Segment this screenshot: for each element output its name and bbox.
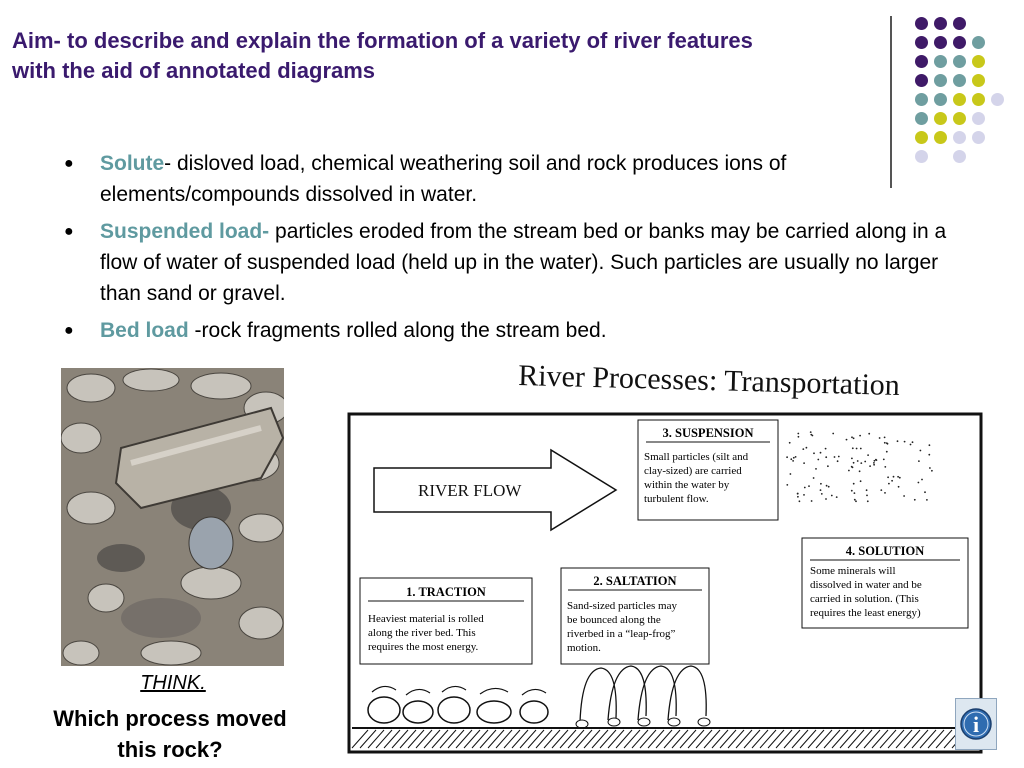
slide-title: Aim- to describe and explain the formation of a variety of river features with the aid of annotated diagrams xyxy=(12,28,753,83)
suspended-particle xyxy=(826,485,828,487)
transportation-diagram xyxy=(346,350,986,755)
decorative-dot xyxy=(953,131,966,144)
suspended-particle xyxy=(887,476,889,478)
bullet-marker: ● xyxy=(64,322,74,339)
suspended-particle xyxy=(806,447,808,449)
decorative-dot xyxy=(934,112,947,125)
decorative-dot xyxy=(915,74,928,87)
suspended-particle xyxy=(929,467,931,469)
decorative-dot xyxy=(915,131,928,144)
suspended-particle xyxy=(873,464,875,466)
suspended-particle xyxy=(910,444,912,446)
suspended-particle xyxy=(837,460,839,462)
suspended-particle xyxy=(811,500,813,502)
box-suspension xyxy=(638,420,778,520)
diagram-heading: River Processes: Transportation xyxy=(517,359,901,402)
question-text: Which process moved this rock? xyxy=(53,706,287,762)
box-saltation-line: be bounced along the xyxy=(567,614,661,626)
suspended-particle xyxy=(893,476,895,478)
suspended-particle xyxy=(851,466,853,468)
suspended-particle xyxy=(851,490,853,492)
suspended-particle xyxy=(884,442,886,444)
suspended-particle xyxy=(867,454,869,456)
box-solution-line: requires the least energy) xyxy=(810,607,921,619)
suspended-particle xyxy=(853,437,855,439)
suspended-particle xyxy=(867,500,869,502)
box-suspension-line: Small particles (silt and xyxy=(644,451,749,463)
suspended-particle xyxy=(859,470,861,472)
rock-photo xyxy=(61,368,284,666)
suspended-particle xyxy=(860,480,862,482)
suspended-particle xyxy=(834,456,836,458)
suspended-particle xyxy=(790,473,792,475)
suspended-particle xyxy=(886,451,888,453)
suspended-particle xyxy=(918,482,920,484)
suspended-particle xyxy=(914,499,916,501)
suspended-particle xyxy=(903,495,905,497)
decorative-dot xyxy=(934,55,947,68)
suspended-particle xyxy=(820,489,822,491)
suspended-particle xyxy=(931,470,933,472)
box-saltation xyxy=(561,568,709,664)
bullet-solute xyxy=(62,148,962,210)
decorative-dot xyxy=(972,55,985,68)
suspended-particle xyxy=(869,465,871,467)
suspended-particle xyxy=(797,493,799,495)
suspended-particle xyxy=(825,448,827,450)
desc-solute: - disloved load, chemical weathering soil and rock produces ions of elements/compounds dissolved in water. xyxy=(100,152,787,206)
suspended-particle xyxy=(855,500,857,502)
bullet-bed-load xyxy=(62,315,962,346)
suspended-particle xyxy=(898,486,900,488)
decorative-dot xyxy=(934,36,947,49)
decorative-dot xyxy=(934,131,947,144)
decorative-dot xyxy=(934,74,947,87)
suspended-particle xyxy=(887,443,889,445)
suspended-particle xyxy=(797,433,799,435)
term-suspended-load: Suspended load- xyxy=(100,220,270,243)
info-glyph: i xyxy=(972,712,980,737)
suspended-particle xyxy=(832,433,834,435)
desc-bed-load: -rock fragments rolled along the stream bed. xyxy=(188,319,607,342)
box-saltation-title: 2. SALTATION xyxy=(593,574,677,588)
box-solution-line: dissolved in water and be xyxy=(810,579,922,591)
suspended-particle xyxy=(838,456,840,458)
suspended-particle xyxy=(860,448,862,450)
suspended-particle xyxy=(813,477,815,479)
decorative-dot xyxy=(972,112,985,125)
decorative-dot xyxy=(953,112,966,125)
suspended-particle xyxy=(926,499,928,501)
suspended-particle xyxy=(854,499,856,501)
suspended-particle xyxy=(815,468,817,470)
suspended-particle xyxy=(804,487,806,489)
suspended-particle xyxy=(857,460,859,462)
suspended-particle xyxy=(846,439,848,441)
suspended-particle xyxy=(859,435,861,437)
decorative-dot xyxy=(915,112,928,125)
suspended-particle xyxy=(799,500,801,502)
suspended-particle xyxy=(868,433,870,435)
bullet-marker: ● xyxy=(64,155,74,172)
suspended-particle xyxy=(789,442,791,444)
box-saltation-line: riverbed in a “leap-frog” xyxy=(567,628,676,640)
box-solution-line: carried in solution. (This xyxy=(810,593,919,605)
box-suspension-title: 3. SUSPENSION xyxy=(662,426,754,440)
suspended-particle xyxy=(810,434,812,436)
box-traction xyxy=(360,578,532,664)
suspended-particle xyxy=(802,448,804,450)
suspended-particle xyxy=(884,492,886,494)
suspended-particle xyxy=(851,458,853,460)
decorative-dot xyxy=(934,93,947,106)
suspended-particle xyxy=(929,444,931,446)
term-solute: Solute xyxy=(100,152,165,175)
box-suspension-line: clay-sized) are carried xyxy=(644,465,742,477)
suspended-particle xyxy=(853,483,855,485)
suspended-particle xyxy=(860,462,862,464)
suspended-particle xyxy=(921,479,923,481)
decorative-dot-grid xyxy=(905,16,1015,166)
suspended-particle xyxy=(827,465,829,467)
decorative-dot xyxy=(915,93,928,106)
decorative-dot xyxy=(953,93,966,106)
suspended-particle xyxy=(920,450,922,452)
suspended-particle xyxy=(793,457,795,459)
decorative-dot xyxy=(972,36,985,49)
suspended-particle xyxy=(899,477,901,479)
decorative-dot xyxy=(991,93,1004,106)
suspended-particle xyxy=(897,440,899,442)
bullet-marker: ● xyxy=(64,223,74,240)
suspended-particle xyxy=(803,462,805,464)
suspended-particle xyxy=(848,470,850,472)
suspended-particle xyxy=(928,454,930,456)
suspended-particle xyxy=(831,495,833,497)
term-bed-load: Bed load xyxy=(100,319,189,342)
decorative-dot xyxy=(915,55,928,68)
box-saltation-line: motion. xyxy=(567,642,601,654)
decorative-dot xyxy=(953,17,966,30)
info-icon xyxy=(956,699,996,749)
suspended-particle xyxy=(864,461,866,463)
decorative-dot xyxy=(934,17,947,30)
suspended-particle xyxy=(924,491,926,493)
box-suspension-line: within the water by xyxy=(644,479,730,491)
box-traction-line: requires the most energy. xyxy=(368,641,479,653)
suspended-particle xyxy=(828,486,830,488)
suspended-particle xyxy=(790,458,792,460)
suspended-particle xyxy=(795,456,797,458)
think-label: THINK. xyxy=(140,672,206,694)
suspended-particle xyxy=(884,437,886,439)
suspended-particle xyxy=(866,489,868,491)
suspended-particle xyxy=(918,460,920,462)
suspended-particle xyxy=(803,494,805,496)
suspended-particle xyxy=(880,489,882,491)
suspended-particle xyxy=(820,452,822,454)
box-traction-line: Heaviest material is rolled xyxy=(368,613,484,625)
suspended-particle xyxy=(879,437,881,439)
decorative-dot xyxy=(972,131,985,144)
bullet-suspended-load xyxy=(62,216,962,309)
suspended-particle xyxy=(797,496,799,498)
suspended-particle xyxy=(883,459,885,461)
bullet-list xyxy=(62,148,962,352)
box-solution xyxy=(802,538,968,628)
info-button[interactable] xyxy=(955,698,997,750)
box-solution-title: 4. SOLUTION xyxy=(845,544,925,558)
suspended-particle xyxy=(836,496,838,498)
suspended-particle xyxy=(813,452,815,454)
suspended-particle xyxy=(825,456,827,458)
suspended-particle xyxy=(884,466,886,468)
suspended-particle xyxy=(851,436,853,438)
arrow-label: RIVER FLOW xyxy=(418,481,522,500)
decorative-dot xyxy=(915,36,928,49)
decorative-dot xyxy=(972,74,985,87)
suspended-particle xyxy=(808,485,810,487)
suspended-particle xyxy=(856,448,858,450)
suspended-particle xyxy=(792,460,794,462)
suspended-particle xyxy=(875,459,877,461)
decorative-dot xyxy=(972,93,985,106)
decorative-dot xyxy=(953,74,966,87)
suspended-particle xyxy=(854,492,856,494)
decorative-dot xyxy=(915,17,928,30)
suspended-particle xyxy=(866,495,868,497)
box-saltation-line: Sand-sized particles may xyxy=(567,600,677,612)
suspended-particle xyxy=(810,431,812,433)
suspended-particle xyxy=(891,480,893,482)
suspended-particle xyxy=(874,460,876,462)
box-traction-title: 1. TRACTION xyxy=(406,585,486,599)
suspended-particle xyxy=(825,498,827,500)
suspended-particle xyxy=(817,459,819,461)
suspended-particle xyxy=(904,441,906,443)
suspended-particle xyxy=(912,441,914,443)
suspended-particle xyxy=(820,483,822,485)
box-suspension-line: turbulent flow. xyxy=(644,493,709,505)
suspended-particle xyxy=(873,462,875,464)
suspended-particle xyxy=(897,476,899,478)
suspended-particle xyxy=(786,456,788,458)
suspended-particle xyxy=(821,493,823,495)
desc-suspended-load: particles eroded from the stream bed or banks may be carried along in a flow of water of suspended load (held up in the water). Such particles are usually no larger than sand or gravel. xyxy=(100,220,947,305)
suspended-particle xyxy=(852,447,854,449)
box-traction-line: along the river bed. This xyxy=(368,627,476,639)
suspended-particle xyxy=(786,484,788,486)
suspended-particle xyxy=(888,483,890,485)
suspended-particle xyxy=(798,436,800,438)
box-solution-line: Some minerals will xyxy=(810,565,896,577)
decorative-dot xyxy=(953,36,966,49)
suspended-particle xyxy=(853,462,855,464)
decorative-dot xyxy=(953,55,966,68)
